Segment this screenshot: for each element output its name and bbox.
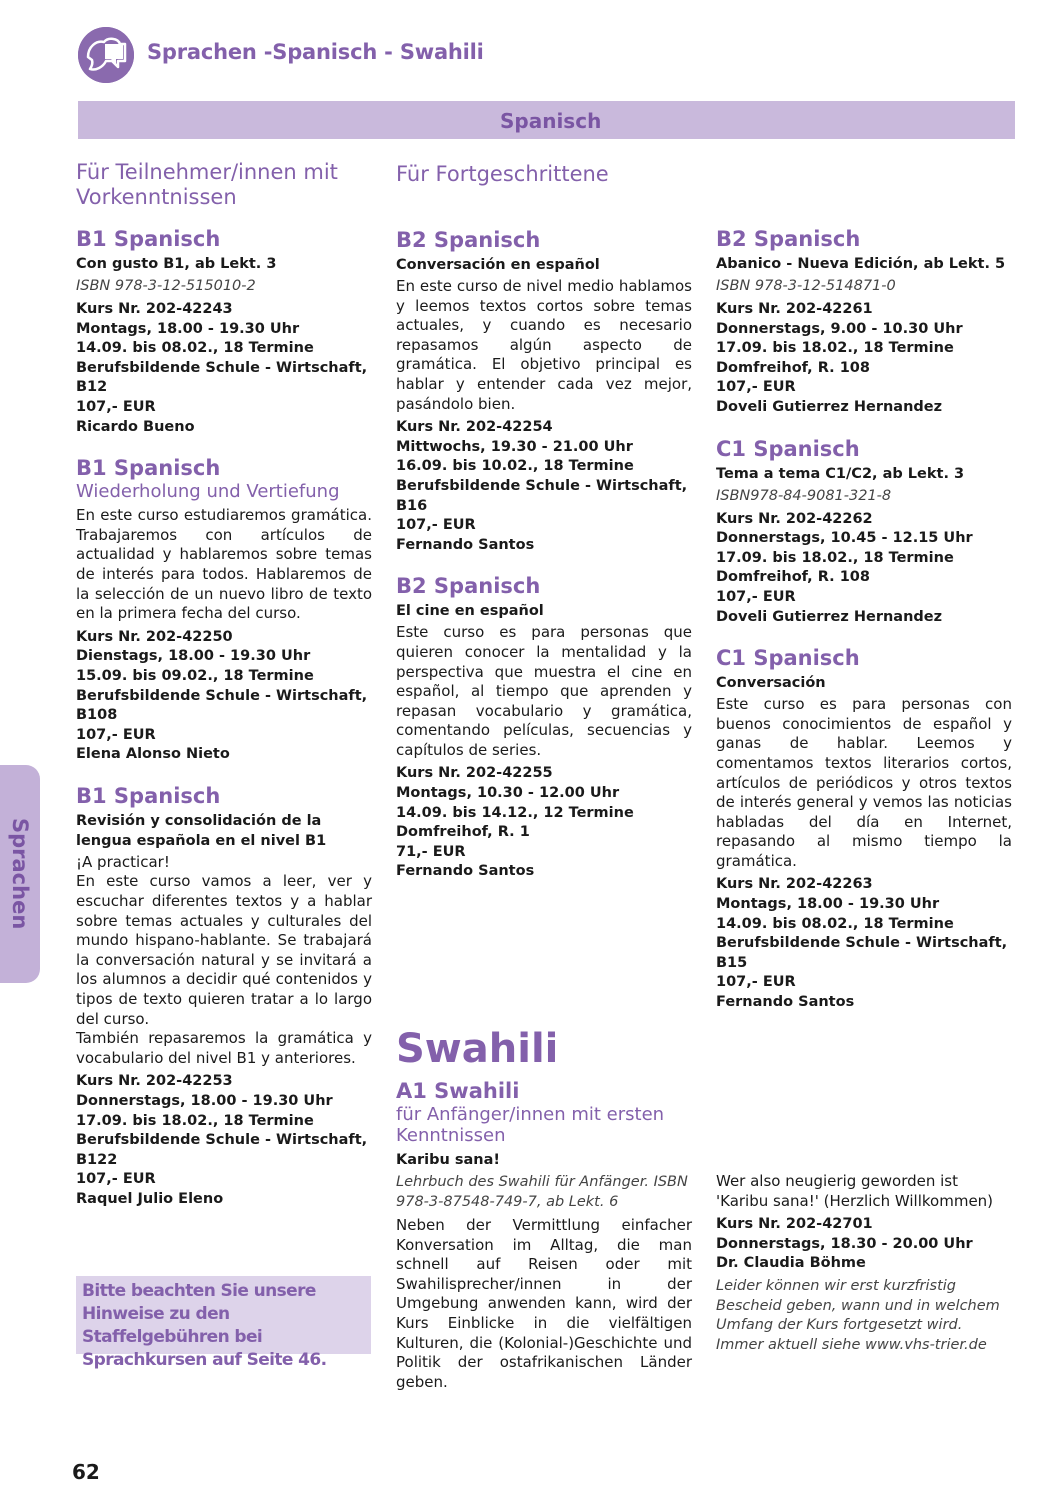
- course-description: Neben der Vermittlung einfacher Konversation im Alltag, die man schnell auf Reisen oder mit Swahilisprecher/innen in der Umgebung anwenden kann, wird der Kurs Einblicke in die vielfältigen Kulturen, die (Kolonial-)Geschichte und Politik der ostafrikanischen Länder geben.: [396, 1216, 692, 1391]
- course-dates: 17.09. bis 18.02., 18 Termine: [716, 340, 954, 357]
- swahili-section: [396, 1026, 692, 1396]
- course-number: Kurs Nr. 202-42250: [76, 628, 233, 645]
- course-place: Berufsbildende Schule - Wirtschaft, B15: [716, 935, 1008, 971]
- course-price: 107,- EUR: [716, 588, 796, 605]
- course-teacher: Fernando Santos: [716, 994, 855, 1011]
- course-title: A1 Swahili: [396, 1079, 520, 1103]
- course-subtitle: für Anfänger/innen mit ersten Kenntnissen: [396, 1104, 665, 1146]
- course-description: ¡A practicar! En este curso vamos a leer, ver y escuchar diferentes textos y a hablar sobre temas actuales y culturales del mundo hispano-hablante. Se trabajará la conversación natural y se invitará a los alumnos a decidir qué contenidos y tipos de texto quieren tratar a lo largo del curso. También repasaremos la gramática y vocabulario del nivel B1 y anteriores.: [76, 852, 372, 1067]
- course-time: Mittwochs, 19.30 - 21.00 Uhr: [396, 438, 633, 455]
- course-teacher: Elena Alonso Nieto: [76, 746, 230, 763]
- column-right: [716, 226, 1012, 1031]
- course-description: Este curso es para personas que quieren conocer la mentalidad y la perspectiva que muestra el cine en español, al tiempo que aprenden y repasan vocabulario y gramática, comentando películas, secuencias y capítulos de series.: [396, 623, 692, 759]
- course-isbn: ISBN978-84-9081-321-8: [716, 487, 892, 504]
- course-teacher: Raquel Julio Eleno: [76, 1190, 224, 1207]
- course-title: B2 Spanisch: [396, 574, 541, 599]
- speech-bubble-icon: [78, 27, 134, 83]
- course-time: Donnerstags, 9.00 - 10.30 Uhr: [716, 320, 963, 337]
- course-book: Conversación: [716, 675, 826, 692]
- course-time: Montags, 10.30 - 12.00 Uhr: [396, 785, 620, 802]
- course-place: Domfreihof, R. 108: [716, 569, 870, 586]
- course-number: Kurs Nr. 202-42261: [716, 301, 873, 317]
- page-number: 62: [72, 1460, 100, 1484]
- course-meta: [716, 1215, 1012, 1274]
- course-title: B1 Spanisch: [76, 783, 221, 808]
- course-block: [76, 783, 372, 1210]
- course-price: 107,- EUR: [76, 398, 156, 415]
- course-place: Berufsbildende Schule - Wirtschaft, B12: [76, 359, 368, 396]
- course-note: Leider können wir erst kurzfristig Bescheid geben, wann und in welchem Umfang der Kurs fortgesetzt wird. Immer aktuell siehe www.vhs-trier.de: [716, 1277, 1000, 1353]
- column-left: [76, 160, 372, 1228]
- course-time: Donnerstags, 18.30 - 20.00 Uhr: [716, 1235, 973, 1252]
- course-block: [396, 573, 692, 882]
- course-teacher: Fernando Santos: [396, 863, 535, 880]
- course-meta: [396, 764, 692, 882]
- course-time: Donnerstags, 18.00 - 19.30 Uhr: [76, 1093, 333, 1109]
- course-title: B1 Spanisch: [76, 456, 221, 481]
- course-title: B2 Spanisch: [716, 227, 861, 251]
- course-place: Berufsbildende Schule - Wirtschaft, B108: [76, 687, 368, 724]
- course-book: Revisión y consolidación de la lengua española en el nivel B1: [76, 812, 327, 849]
- course-number: Kurs Nr. 202-42243: [76, 301, 233, 317]
- side-tab-label: Sprachen: [8, 818, 32, 930]
- course-book: Karibu sana!: [396, 1152, 501, 1168]
- course-description: Wer also neugierig geworden ist 'Karibu sana!' (Herzlich Willkommen): [716, 1172, 994, 1210]
- course-description: En este curso de nivel medio hablamos y leemos textos cortos sobre temas actuales, y cuando es necesario repasamos algún aspecto de gramática. El objetivo principal es hablar y entender cada vez mejor, pasándolo bien.: [396, 277, 692, 413]
- course-meta: [76, 628, 372, 765]
- course-price: 107,- EUR: [76, 726, 156, 743]
- course-title: B1 Spanisch: [76, 227, 221, 251]
- course-teacher: Fernando Santos: [396, 536, 535, 553]
- course-time: Montags, 18.00 - 19.30 Uhr: [76, 320, 300, 337]
- course-place: Berufsbildende Schule - Wirtschaft, B16: [396, 477, 688, 514]
- course-time: Donnerstags, 10.45 - 12.15 Uhr: [716, 530, 973, 547]
- course-dates: 14.09. bis 08.02., 18 Termine: [716, 915, 954, 932]
- course-time: Montags, 18.00 - 19.30 Uhr: [716, 896, 940, 913]
- course-number: Kurs Nr. 202-42262: [716, 510, 873, 527]
- fee-notice-text: Bitte beachten Sie unsere Hinweise zu den Staffelgebühren bei Sprachkursen auf Seite 46.: [82, 1281, 327, 1370]
- course-meta: [396, 418, 692, 555]
- course-meta: [716, 300, 1012, 418]
- fee-notice: [76, 1276, 371, 1370]
- course-number: Kurs Nr. 202-42255: [396, 765, 553, 782]
- course-dates: 14.09. bis 08.02., 18 Termine: [76, 340, 314, 357]
- course-dates: 14.09. bis 14.12., 12 Termine: [396, 804, 634, 821]
- course-meta: [76, 1072, 372, 1209]
- course-price: 107,- EUR: [396, 517, 476, 534]
- page-header-title: Sprachen -Spanisch - Swahili: [147, 40, 484, 64]
- course-teacher: Dr. Claudia Böhme: [716, 1255, 866, 1272]
- side-tab: [0, 765, 40, 983]
- course-number: Kurs Nr. 202-42254: [396, 419, 553, 436]
- course-number: Kurs Nr. 202-42253: [76, 1073, 233, 1090]
- column-intro: Für Teilnehmer/innen mit Vorkenntnissen: [76, 160, 338, 209]
- course-meta: [76, 300, 372, 437]
- column-middle: [396, 162, 692, 900]
- course-teacher: Doveli Gutierrez Hernandez: [716, 608, 943, 625]
- course-price: 71,- EUR: [396, 843, 466, 860]
- swahili-heading: Swahili: [396, 1026, 559, 1072]
- course-book-note: Lehrbuch des Swahili für Anfänger. ISBN 978-3-87548-749-7, ab Lekt. 6: [396, 1174, 688, 1210]
- course-isbn: ISBN 978-3-12-515010-2: [76, 278, 256, 294]
- course-subtitle: Wiederholung und Vertiefung: [76, 481, 340, 503]
- course-place: Domfreihof, R. 1: [396, 824, 530, 841]
- course-description: En este curso estudiaremos gramática. Trabajaremos con artículos de actualidad y hablaremos sobre temas de interés para todos. Hablaremos de la selección de un nuevo libro de texto en la primera fecha del curso.: [76, 506, 372, 623]
- course-title: B2 Spanisch: [396, 228, 541, 252]
- course-number: Kurs Nr. 202-42263: [716, 876, 873, 893]
- swahili-continuation: [716, 1172, 1012, 1355]
- course-block: [76, 226, 372, 437]
- course-block: [76, 455, 372, 765]
- course-title: C1 Spanisch: [716, 646, 860, 671]
- course-dates: 17.09. bis 18.02., 18 Termine: [76, 1112, 314, 1129]
- course-book: Tema a tema C1/C2, ab Lekt. 3: [716, 465, 965, 482]
- course-dates: 17.09. bis 18.02., 18 Termine: [716, 549, 954, 566]
- course-block: [716, 645, 1012, 1013]
- course-dates: 15.09. bis 09.02., 18 Termine: [76, 667, 314, 684]
- course-price: 107,- EUR: [76, 1171, 156, 1188]
- course-block: [716, 436, 1012, 628]
- column-intro: Für Fortgeschrittene: [396, 162, 609, 186]
- course-price: 107,- EUR: [716, 379, 796, 396]
- course-description: Este curso es para personas con buenos conocimientos de español y ganas de hablar. Leemos y comentamos textos literarios cortos, artículos de periódicos y otros textos de interés general y vemos las noticias habladas del día en Internet, repasando al mismo tiempo la gramática.: [716, 695, 1012, 870]
- course-block: [716, 226, 1012, 418]
- course-book: Con gusto B1, ab Lekt. 3: [76, 256, 277, 272]
- course-place: Berufsbildende Schule - Wirtschaft, B122: [76, 1132, 368, 1168]
- course-book: Abanico - Nueva Edición, ab Lekt. 5: [716, 256, 1006, 272]
- course-number: Kurs Nr. 202-42701: [716, 1216, 873, 1233]
- course-isbn: ISBN 978-3-12-514871-0: [716, 278, 896, 294]
- course-book: El cine en español: [396, 603, 544, 620]
- course-title: C1 Spanisch: [716, 436, 860, 461]
- course-teacher: Ricardo Bueno: [76, 418, 195, 435]
- course-teacher: Doveli Gutierrez Hernandez: [716, 398, 943, 415]
- course-time: Dienstags, 18.00 - 19.30 Uhr: [76, 648, 311, 665]
- course-dates: 16.09. bis 10.02., 18 Termine: [396, 458, 634, 475]
- course-meta: [716, 875, 1012, 1012]
- course-meta: [716, 510, 1012, 628]
- course-block: [396, 227, 692, 555]
- section-bar: [78, 101, 1015, 139]
- course-book: Conversación en español: [396, 257, 600, 273]
- course-place: Domfreihof, R. 108: [716, 359, 870, 376]
- course-price: 107,- EUR: [716, 974, 796, 991]
- section-bar-label: Spanisch: [500, 109, 602, 133]
